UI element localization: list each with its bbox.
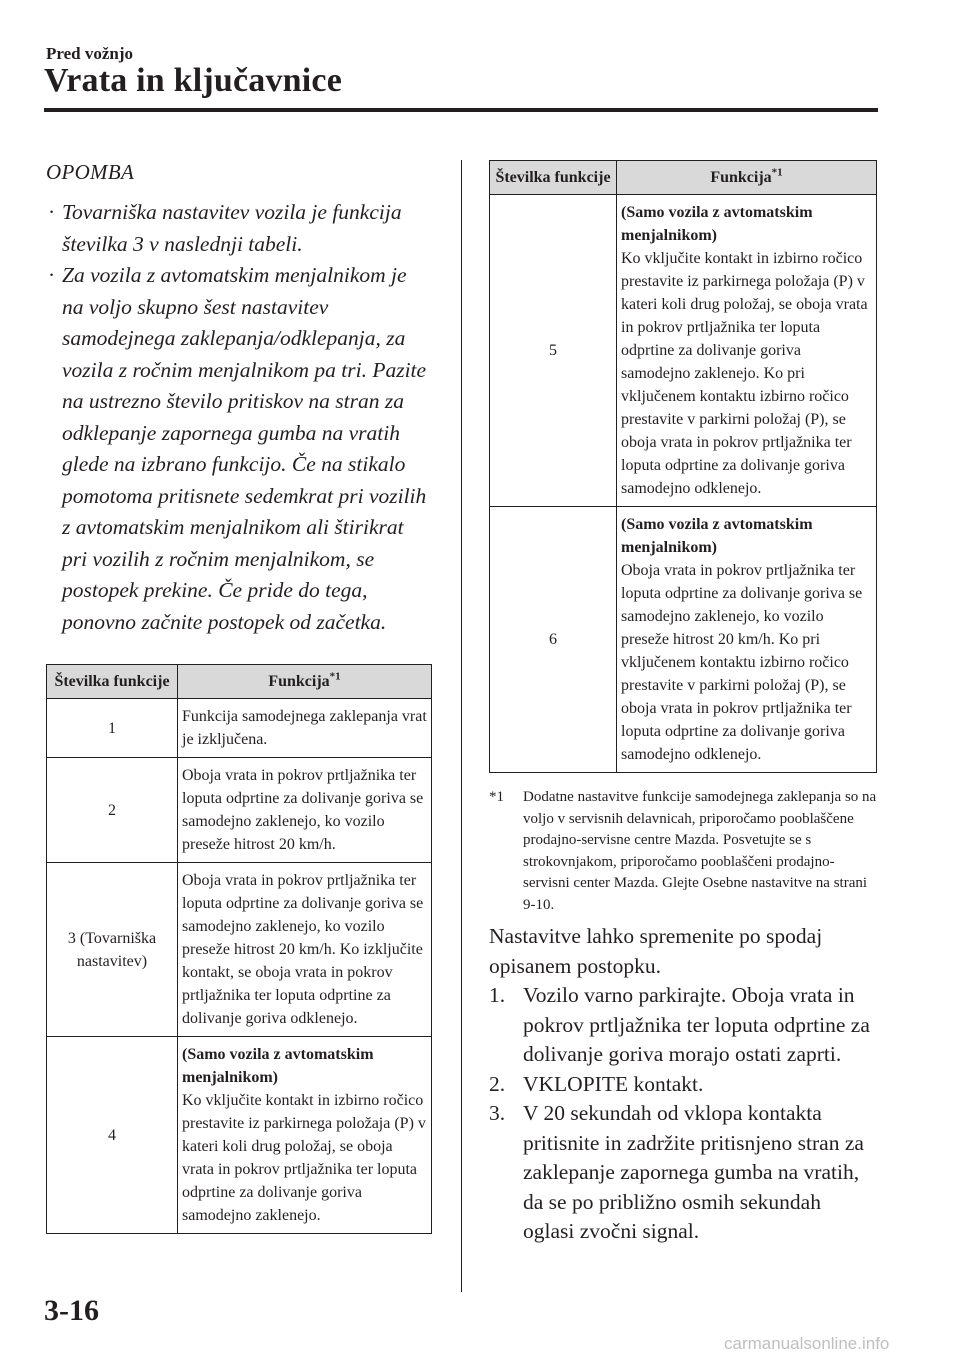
section-kicker: Pred vožnjo — [46, 44, 134, 63]
note-list — [46, 197, 432, 638]
note-text: Za vozila z avtomatskim menjalnikom je na voljo skupno šest nastavitev samodejnega zaklepanja/odklepanja, za vozila z ročnim menjalnikom pa tri. Pazite na ustrezno število pritiskov na stran za odklepanje zapornega gumba na vratih glede na izbrano funkcijo. Če na stikalo pomotoma pritisnete sedemkrat pri vozilih z avtomatskim menjalnikom ali štirikrat pri vozilih z ročnim menjalnikom, se postopek prekine. Če pride do tega, ponovno začnite postopek od začetka. — [62, 263, 427, 634]
list-item: 3. V 20 sekundah od vklopa kontakta pritisnite in zadržite pritisnjeno stran za zaklepanje zapornega gumba na vratih, da se po približno osmih sekundah oglasi zvočni signal. — [489, 1101, 864, 1243]
footnote-text: Dodatne nastavitve funkcije samodejnega zaklepanja so na voljo v servisnih delavnicah, priporočamo pooblaščene prodajno-servisne centre Mazda. Posvetujte se s strokovnjakom, priporočamo pooblaščeni prodajno-servisni center Mazda. Glejte Osebne nastavitve na strani 9-10. — [523, 789, 877, 913]
procedure-intro: Nastavitve lahko spremenite po spodaj opisanem postopku. — [489, 924, 823, 978]
table-row — [490, 507, 877, 773]
step-text: V 20 sekundah od vklopa kontakta pritisnite in zadržite pritisnjeno stran za zaklepanje zapornega gumba na vratih, da se po približno osmih sekundah oglasi zvočni signal. — [523, 1101, 864, 1243]
row-number: 6 — [490, 507, 617, 773]
row-number: 3 (Tovarniška nastavitev) — [47, 863, 178, 1037]
col-header-number: Številka funkcije — [490, 161, 617, 195]
row-description: Oboja vrata in pokrov prtljažnika ter loputa odprtine za dolivanje goriva se samodejno zaklenejo, ko vozilo preseže hitrost 20 km/h. — [178, 758, 432, 863]
step-text: VKLOPITE kontakt. — [523, 1071, 704, 1096]
row-number: 4 — [47, 1037, 178, 1234]
table-row — [47, 758, 432, 863]
step-text: Vozilo varno parkirajte. Oboja vrata in pokrov prtljažnika ter loputa odprtine za dolivanje goriva morajo ostati zaprti. — [523, 983, 870, 1066]
table-row — [47, 1037, 432, 1234]
function-table-left — [46, 664, 432, 1234]
row-description — [617, 507, 877, 773]
col-header-number: Številka funkcije — [47, 665, 178, 699]
page-title: Vrata in ključavnice — [44, 62, 343, 99]
header-rule — [44, 108, 878, 112]
row-condition: (Samo vozila z avtomatskim menjalnikom) — [621, 516, 813, 556]
row-description — [617, 195, 877, 507]
list-item: 2. VKLOPITE kontakt. — [489, 1071, 704, 1096]
note-item: · Za vozila z avtomatskim menjalnikom je na voljo skupno šest nastavitev samodejnega zaklepanja/odklepanja, za vozila z ročnim menjalnikom pa tri. Pazite na ustrezno število pritiskov na stran za odklepanje zapornega gumba na vratih glede na izbrano funkcijo. Če na stikalo pomotoma pritisnete sedemkrat pri vozilih z avtomatskim menjalnikom ali štirikrat pri vozilih z ročnim menjalnikom, se postopek prekine. Če pride do tega, ponovno začnite postopek od začetka. — [48, 263, 427, 634]
row-text: Ko vključite kontakt in izbirno ročico prestavite iz parkirnega položaja (P) v kateri koli drug položaj, se oboja vrata in pokrov prtljažnika ter loputa odprtine za dolivanje goriva samodejno zaklenejo. Ko pri vključenem kontaktu izbirno ročico prestavite v parkirni položaj (P), se oboja vrata in pokrov prtljažnika ter loputa odprtine za dolivanje goriva samodejno odklenejo. — [621, 250, 868, 497]
table-row — [47, 699, 432, 758]
row-description: Oboja vrata in pokrov prtljažnika ter loputa odprtine za dolivanje goriva se samodejno zaklenejo, ko vozilo preseže hitrost 20 km/h. Ko izključite kontakt, se oboja vrata in pokrov prtljažnika ter loputa odprtine za dolivanje goriva odklenejo. — [178, 863, 432, 1037]
row-number: 5 — [490, 195, 617, 507]
row-condition: (Samo vozila z avtomatskim menjalnikom) — [182, 1046, 374, 1086]
right-column — [489, 160, 877, 1247]
footnote — [489, 787, 877, 916]
row-condition: (Samo vozila z avtomatskim menjalnikom) — [621, 204, 813, 244]
page-number: 3-16 — [44, 1294, 99, 1327]
function-table-right — [489, 160, 877, 773]
footnote-mark: *1 — [489, 789, 504, 805]
note-text: Tovarniška nastavitev vozila je funkcija številka 3 v naslednji tabeli. — [62, 200, 402, 256]
row-text: Oboja vrata in pokrov prtljažnika ter loputa odprtine za dolivanje goriva se samodejno zaklenejo, ko vozilo preseže hitrost 20 km/h. Ko pri vključenem kontaktu izbirno ročico prestavite v parkirni položaj (P), se oboja vrata in pokrov prtljažnika ter loputa odprtine za dolivanje goriva samodejno odklenejo. — [621, 562, 863, 763]
row-description — [178, 1037, 432, 1234]
table-row — [47, 863, 432, 1037]
row-number: 1 — [47, 699, 178, 758]
note-title: OPOMBA — [46, 160, 135, 184]
row-description: Funkcija samodejnega zaklepanja vrat je izključena. — [178, 699, 432, 758]
row-text: Ko vključite kontakt in izbirno ročico prestavite iz parkirnega položaja (P) v kateri koli drug položaj, se oboja vrata in pokrov prtljažnika ter loputa odprtine za dolivanje goriva samodejno zaklenejo. — [182, 1092, 426, 1224]
column-divider — [461, 160, 462, 1292]
table-header-row — [490, 161, 877, 195]
table-row — [490, 195, 877, 507]
procedure-steps — [489, 981, 877, 1247]
table-header-row — [47, 665, 432, 699]
note-item: · Tovarniška nastavitev vozila je funkcija številka 3 v naslednji tabeli. — [48, 200, 402, 256]
col-header-function: Funkcija$^{*1}$ — [617, 161, 877, 195]
row-number: 2 — [47, 758, 178, 863]
left-column — [46, 160, 432, 1234]
watermark: carmanualsonline.info — [724, 1334, 890, 1353]
list-item: 1. Vozilo varno parkirajte. Oboja vrata in pokrov prtljažnika ter loputa odprtine za dolivanje goriva morajo ostati zaprti. — [489, 983, 870, 1066]
col-header-function: Funkcija$^{*1}$ — [178, 665, 432, 699]
